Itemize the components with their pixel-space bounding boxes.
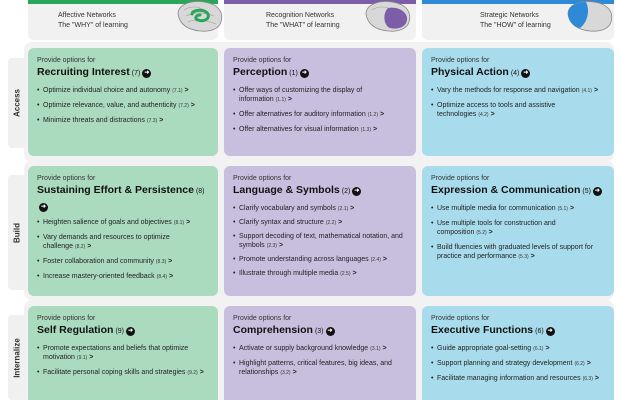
checkpoint-item[interactable]: • Clarify vocabulary and symbols (2.1) >	[233, 204, 408, 214]
arrow-circle-icon[interactable]: ➜	[127, 328, 134, 334]
guideline-number: (9)	[115, 328, 124, 335]
card-pre-label: Provide options for	[233, 175, 292, 182]
guideline-number: (8)	[195, 188, 205, 195]
chevron-right-icon: >	[338, 219, 343, 226]
checkpoint-item[interactable]: • Guide appropriate goal-setting (6.1) >	[431, 344, 606, 354]
row-label-text: Access	[12, 88, 22, 118]
arrow-circle-icon[interactable]: ➜	[523, 70, 529, 76]
checkpoint-item[interactable]: • Promote expectations and beliefs that optimize motivation (9.1) >	[37, 344, 210, 363]
checkpoint-item[interactable]: • Support decoding of text, mathematical notation, and symbols (2.3) >	[233, 232, 408, 251]
access-row-label	[8, 58, 26, 148]
card-title[interactable]	[233, 183, 408, 199]
header-subtitle: The "WHY" of learning	[58, 22, 128, 29]
guideline-number: (5)	[582, 188, 591, 195]
strategic-network-header	[422, 0, 614, 40]
checkpoint-item[interactable]: • Clarify syntax and structure (2.2) >	[233, 218, 408, 228]
arrow-circle-icon[interactable]: ➜	[301, 70, 307, 76]
card-title-text[interactable]: Physical Action	[431, 66, 509, 78]
header-title: Affective Networks	[58, 12, 116, 19]
build-row-label	[8, 175, 26, 290]
chevron-right-icon: >	[372, 126, 378, 133]
arrow-circle-icon[interactable]: ➜	[594, 188, 600, 194]
checkpoint-item[interactable]: • Offer alternatives for visual information (1.3) >	[233, 125, 408, 135]
guideline-number: (3)	[314, 328, 324, 335]
card-self-regulation	[28, 306, 218, 400]
checkpoint-item[interactable]: • Increase mastery-oriented feedback (8.4) >	[37, 272, 210, 282]
checkpoint-item[interactable]: • Minimize threats and distractions (7.3) >	[37, 116, 210, 126]
chevron-right-icon: >	[586, 360, 591, 367]
card-recruiting-interest	[28, 48, 218, 156]
checkpoint-item[interactable]: • Vary the methods for response and navigation (4.1) >	[431, 86, 606, 96]
row-label-text: Build	[12, 222, 22, 243]
header-subtitle: The "HOW" of learning	[480, 22, 551, 29]
card-pre-label: Provide options for	[37, 57, 96, 64]
row-label-text: Internalize	[12, 337, 22, 378]
header-label	[58, 11, 178, 31]
card-pre-label: Provide options for	[431, 175, 490, 182]
checkpoint-item[interactable]: • Use multiple media for communication (5.1) >	[431, 204, 606, 214]
checkpoint-item[interactable]: • Optimize individual choice and autonomy (7.1) >	[37, 86, 210, 96]
card-title[interactable]	[233, 323, 408, 339]
guideline-number: (2)	[341, 188, 351, 195]
chevron-right-icon: >	[352, 270, 357, 277]
chevron-right-icon: >	[287, 96, 293, 103]
checkpoint-item[interactable]: • Facilitate personal coping skills and strategies (9.2) >	[37, 368, 210, 378]
checkpoint-item[interactable]: • Highlight patterns, critical features, big ideas, and relationships (3.2) >	[233, 359, 408, 378]
card-title[interactable]	[431, 183, 606, 199]
chevron-right-icon: >	[380, 111, 385, 118]
arrow-circle-icon[interactable]: ➜	[40, 204, 47, 210]
checkpoint-item[interactable]: • Foster collaboration and community (8.3) >	[37, 257, 210, 267]
strategic-brain-icon	[564, 0, 616, 34]
card-title[interactable]	[37, 65, 210, 81]
chevron-right-icon: >	[278, 242, 284, 249]
chevron-right-icon: >	[382, 256, 387, 263]
chevron-right-icon: >	[490, 111, 495, 118]
card-pre-label: Provide options for	[233, 315, 292, 322]
checkpoint-item[interactable]: • Build fluencies with graduated levels of support for practice and performance (5.3) >	[431, 243, 606, 262]
chevron-right-icon: >	[350, 205, 355, 212]
checkpoint-item[interactable]: • Optimize relevance, value, and authenticity (7.2) >	[37, 101, 210, 111]
header-title: Recognition Networks	[266, 12, 335, 19]
card-pre-label: Provide options for	[37, 315, 96, 322]
checkpoint-item[interactable]: • Promote understanding across languages (2.4) >	[233, 255, 408, 265]
arrow-circle-icon[interactable]: ➜	[327, 328, 333, 334]
checkpoint-item[interactable]: • Heighten salience of goals and objectives (8.1) >	[37, 218, 210, 228]
card-title-text[interactable]: Expression & Communication	[431, 184, 581, 196]
card-pre-label: Provide options for	[233, 57, 292, 64]
card-physical-action	[422, 48, 614, 156]
card-title[interactable]	[233, 65, 408, 81]
affective-brain-icon	[174, 0, 226, 34]
card-title-text[interactable]: Self Regulation	[37, 324, 114, 336]
card-comprehension	[224, 306, 416, 400]
card-title-text[interactable]: Comprehension	[233, 324, 313, 336]
card-pre-label: Provide options for	[37, 175, 96, 182]
arrow-circle-icon[interactable]: ➜	[354, 188, 360, 194]
chevron-right-icon: >	[488, 229, 493, 236]
checkpoint-item[interactable]: • Illustrate through multiple media (2.5) >	[233, 269, 408, 279]
recognition-brain-icon	[362, 0, 414, 34]
card-pre-label: Provide options for	[431, 57, 490, 64]
chevron-right-icon: >	[168, 258, 173, 265]
card-title-text[interactable]: Executive Functions	[431, 324, 534, 336]
card-title[interactable]	[37, 183, 210, 213]
checkpoint-item[interactable]: • Facilitate managing information and resources (6.3) >	[431, 374, 606, 384]
chevron-right-icon: >	[594, 375, 599, 382]
affective-network-header	[28, 0, 218, 40]
chevron-right-icon: >	[168, 273, 174, 280]
checkpoint-item[interactable]: • Activate or supply background knowledge (3.1) >	[233, 344, 408, 354]
chevron-right-icon: >	[593, 87, 599, 94]
chevron-right-icon: >	[190, 102, 195, 109]
arrow-circle-icon[interactable]: ➜	[144, 70, 150, 76]
chevron-right-icon: >	[184, 87, 189, 94]
guideline-number: (1)	[289, 70, 298, 77]
card-title[interactable]	[431, 323, 606, 339]
checkpoint-item[interactable]: • Use multiple tools for construction and composition (5.2) >	[431, 219, 606, 238]
chevron-right-icon: >	[87, 243, 92, 250]
chevron-right-icon: >	[186, 219, 191, 226]
card-language-symbols	[224, 166, 416, 296]
chevron-right-icon: >	[545, 345, 550, 352]
header-title: Strategic Networks	[480, 12, 539, 19]
card-title-text[interactable]: Perception	[233, 66, 288, 78]
chevron-right-icon: >	[199, 369, 204, 376]
card-title[interactable]	[431, 65, 606, 81]
card-expression-communication	[422, 166, 614, 296]
recognition-network-header	[224, 0, 416, 40]
checkpoint-item[interactable]: • Offer ways of customizing the display of information (1.1) >	[233, 86, 408, 105]
card-title[interactable]	[37, 323, 210, 339]
guideline-number: (7)	[131, 70, 141, 77]
card-sustaining-effort	[28, 166, 218, 296]
arrow-circle-icon[interactable]: ➜	[547, 328, 553, 334]
checkpoint-item[interactable]: • Offer alternatives for auditory information (1.2) >	[233, 110, 408, 120]
internalize-row-label	[8, 315, 26, 400]
guideline-number: (4)	[510, 70, 520, 77]
checkpoint-item[interactable]: • Vary demands and resources to optimize challenge (8.2) >	[37, 233, 210, 252]
chevron-right-icon: >	[382, 345, 387, 352]
card-title-text[interactable]: Recruiting Interest	[37, 66, 130, 78]
guideline-number: (6)	[535, 328, 544, 335]
checkpoint-item[interactable]: • Support planning and strategy development (6.2) >	[431, 359, 606, 369]
header-label	[266, 11, 376, 31]
chevron-right-icon: >	[292, 369, 297, 376]
card-pre-label: Provide options for	[431, 315, 490, 322]
chevron-right-icon: >	[159, 117, 164, 124]
chevron-right-icon: >	[569, 205, 575, 212]
card-title-text[interactable]: Language & Symbols	[233, 184, 340, 196]
chevron-right-icon: >	[89, 354, 94, 361]
card-title-text[interactable]: Sustaining Effort & Persistence	[37, 184, 194, 196]
card-executive-functions	[422, 306, 614, 400]
header-subtitle: The "WHAT" of learning	[266, 22, 340, 29]
card-perception	[224, 48, 416, 156]
chevron-right-icon: >	[530, 253, 535, 260]
checkpoint-item[interactable]: • Optimize access to tools and assistive technologies (4.2) >	[431, 101, 606, 120]
